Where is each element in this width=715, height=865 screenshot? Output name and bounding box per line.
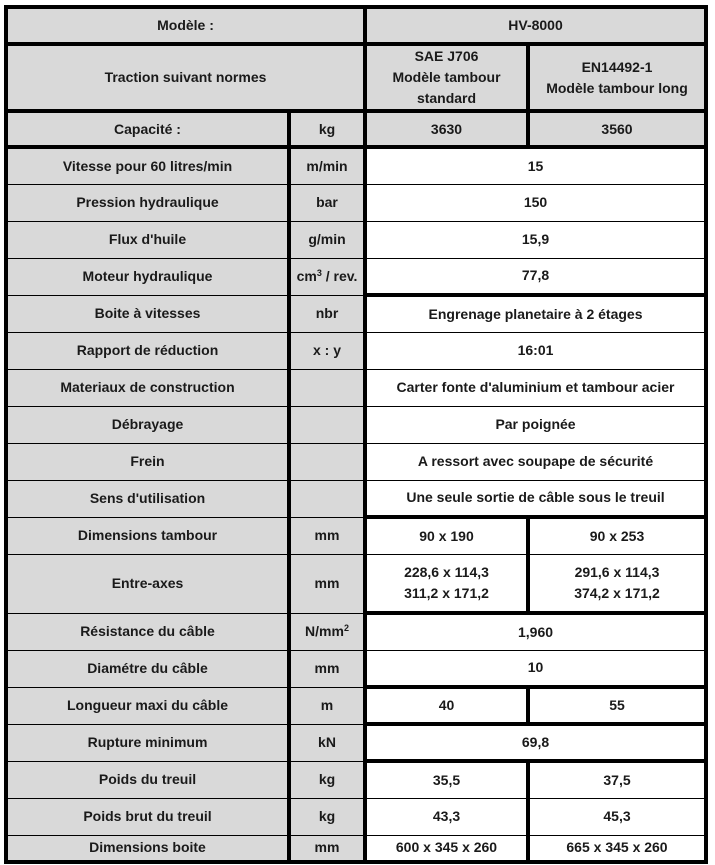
unit-tail: / rev. — [321, 268, 358, 284]
table-row — [6, 258, 706, 295]
row-unit — [289, 443, 365, 480]
row-value-b: 55 — [528, 687, 706, 724]
row-unit: mm — [289, 517, 365, 554]
capacity-unit: kg — [289, 111, 365, 147]
table-row — [6, 295, 706, 332]
value-b-line-2: 374,2 x 171,2 — [574, 584, 660, 601]
row-label: Boite à vitesses — [6, 295, 289, 332]
row-value-a: 40 — [365, 687, 528, 724]
variant-b-line-1: EN14492-1 — [581, 58, 653, 75]
row-unit: kN — [289, 724, 365, 761]
capacity-b: 3560 — [528, 111, 706, 147]
row-unit: m — [289, 687, 365, 724]
table-row — [6, 650, 706, 687]
table-row — [6, 724, 706, 761]
row-label: Dimensions tambour — [6, 517, 289, 554]
value-b-line-1: 291,6 x 114,3 — [574, 563, 660, 580]
table-row — [6, 554, 706, 613]
row-label: Frein — [6, 443, 289, 480]
value-a-line-2: 311,2 x 171,2 — [404, 584, 489, 601]
row-unit: bar — [289, 184, 365, 221]
table-row — [6, 613, 706, 650]
table-row — [6, 761, 706, 798]
capacity-row — [6, 111, 706, 147]
table-row — [6, 687, 706, 724]
row-unit — [289, 613, 365, 650]
model-value: HV-8000 — [365, 7, 706, 44]
row-label: Sens d'utilisation — [6, 480, 289, 517]
row-label: Poids brut du treuil — [6, 798, 289, 835]
row-value-b: 37,5 — [528, 761, 706, 798]
row-value-b: 45,3 — [528, 798, 706, 835]
row-label: Pression hydraulique — [6, 184, 289, 221]
row-label: Résistance du câble — [6, 613, 289, 650]
model-row — [6, 7, 706, 44]
row-label: Rupture minimum — [6, 724, 289, 761]
row-unit: m/min — [289, 147, 365, 184]
row-value: 15 — [365, 147, 706, 184]
row-value-b — [528, 554, 706, 613]
row-unit — [289, 480, 365, 517]
traction-row — [6, 44, 706, 111]
row-value-a: 90 x 190 — [365, 517, 528, 554]
row-value: 16:01 — [365, 332, 706, 369]
unit-base: cm — [296, 268, 317, 284]
row-value: A ressort avec soupape de sécurité — [365, 443, 706, 480]
row-value: Engrenage planetaire à 2 étages — [365, 295, 706, 332]
row-unit: mm — [289, 554, 365, 613]
table-row — [6, 517, 706, 554]
row-value-a: 600 x 345 x 260 — [365, 835, 528, 862]
table-row — [6, 369, 706, 406]
row-unit: kg — [289, 798, 365, 835]
row-value-b: 665 x 345 x 260 — [528, 835, 706, 862]
capacity-a: 3630 — [365, 111, 528, 147]
row-label: Longueur maxi du câble — [6, 687, 289, 724]
unit-superscript: 2 — [343, 623, 349, 633]
row-value: Par poignée — [365, 406, 706, 443]
traction-label: Traction suivant normes — [6, 44, 365, 111]
row-unit: kg — [289, 761, 365, 798]
table-row — [6, 443, 706, 480]
row-unit: mm — [289, 650, 365, 687]
row-unit: x : y — [289, 332, 365, 369]
row-value: 77,8 — [365, 258, 706, 295]
row-label: Flux d'huile — [6, 221, 289, 258]
spec-table — [4, 5, 708, 864]
table-row — [6, 798, 706, 835]
row-value-a: 43,3 — [365, 798, 528, 835]
capacity-label: Capacité : — [6, 111, 289, 147]
variant-a-header — [365, 44, 528, 111]
unit-base: N/mm — [305, 623, 344, 639]
row-unit: mm — [289, 835, 365, 862]
row-label: Diamétre du câble — [6, 650, 289, 687]
row-value-b: 90 x 253 — [528, 517, 706, 554]
model-label: Modèle : — [6, 7, 365, 44]
row-value: Une seule sortie de câble sous le treuil — [365, 480, 706, 517]
unit-superscript: 3 — [316, 268, 322, 278]
table-row — [6, 406, 706, 443]
row-value: 15,9 — [365, 221, 706, 258]
variant-a-line-3: standard — [416, 90, 477, 106]
row-unit — [289, 369, 365, 406]
row-unit: g/min — [289, 221, 365, 258]
row-value: Carter fonte d'aluminium et tambour acier — [365, 369, 706, 406]
variant-b-line-2: Modèle tambour long — [546, 79, 688, 96]
row-unit — [289, 406, 365, 443]
table-row — [6, 221, 706, 258]
row-value: 10 — [365, 650, 706, 687]
variant-a-line-1: SAE J706 — [414, 48, 479, 64]
row-value: 1,960 — [365, 613, 706, 650]
row-label: Dimensions boite — [6, 835, 289, 862]
row-unit: nbr — [289, 295, 365, 332]
table-row — [6, 332, 706, 369]
row-value: 150 — [365, 184, 706, 221]
variant-b-header — [528, 44, 706, 111]
row-unit — [289, 258, 365, 295]
table-row — [6, 480, 706, 517]
table-row — [6, 835, 706, 862]
row-label: Moteur hydraulique — [6, 258, 289, 295]
row-value: 69,8 — [365, 724, 706, 761]
row-label: Entre-axes — [6, 554, 289, 613]
row-label: Rapport de réduction — [6, 332, 289, 369]
table-row — [6, 147, 706, 184]
row-label: Poids du treuil — [6, 761, 289, 798]
row-value-a: 35,5 — [365, 761, 528, 798]
row-label: Débrayage — [6, 406, 289, 443]
row-value-a — [365, 554, 528, 613]
value-a-line-1: 228,6 x 114,3 — [404, 563, 489, 580]
row-label: Vitesse pour 60 litres/min — [6, 147, 289, 184]
table-row — [6, 184, 706, 221]
variant-a-line-2: Modèle tambour — [392, 69, 501, 85]
row-label: Materiaux de construction — [6, 369, 289, 406]
